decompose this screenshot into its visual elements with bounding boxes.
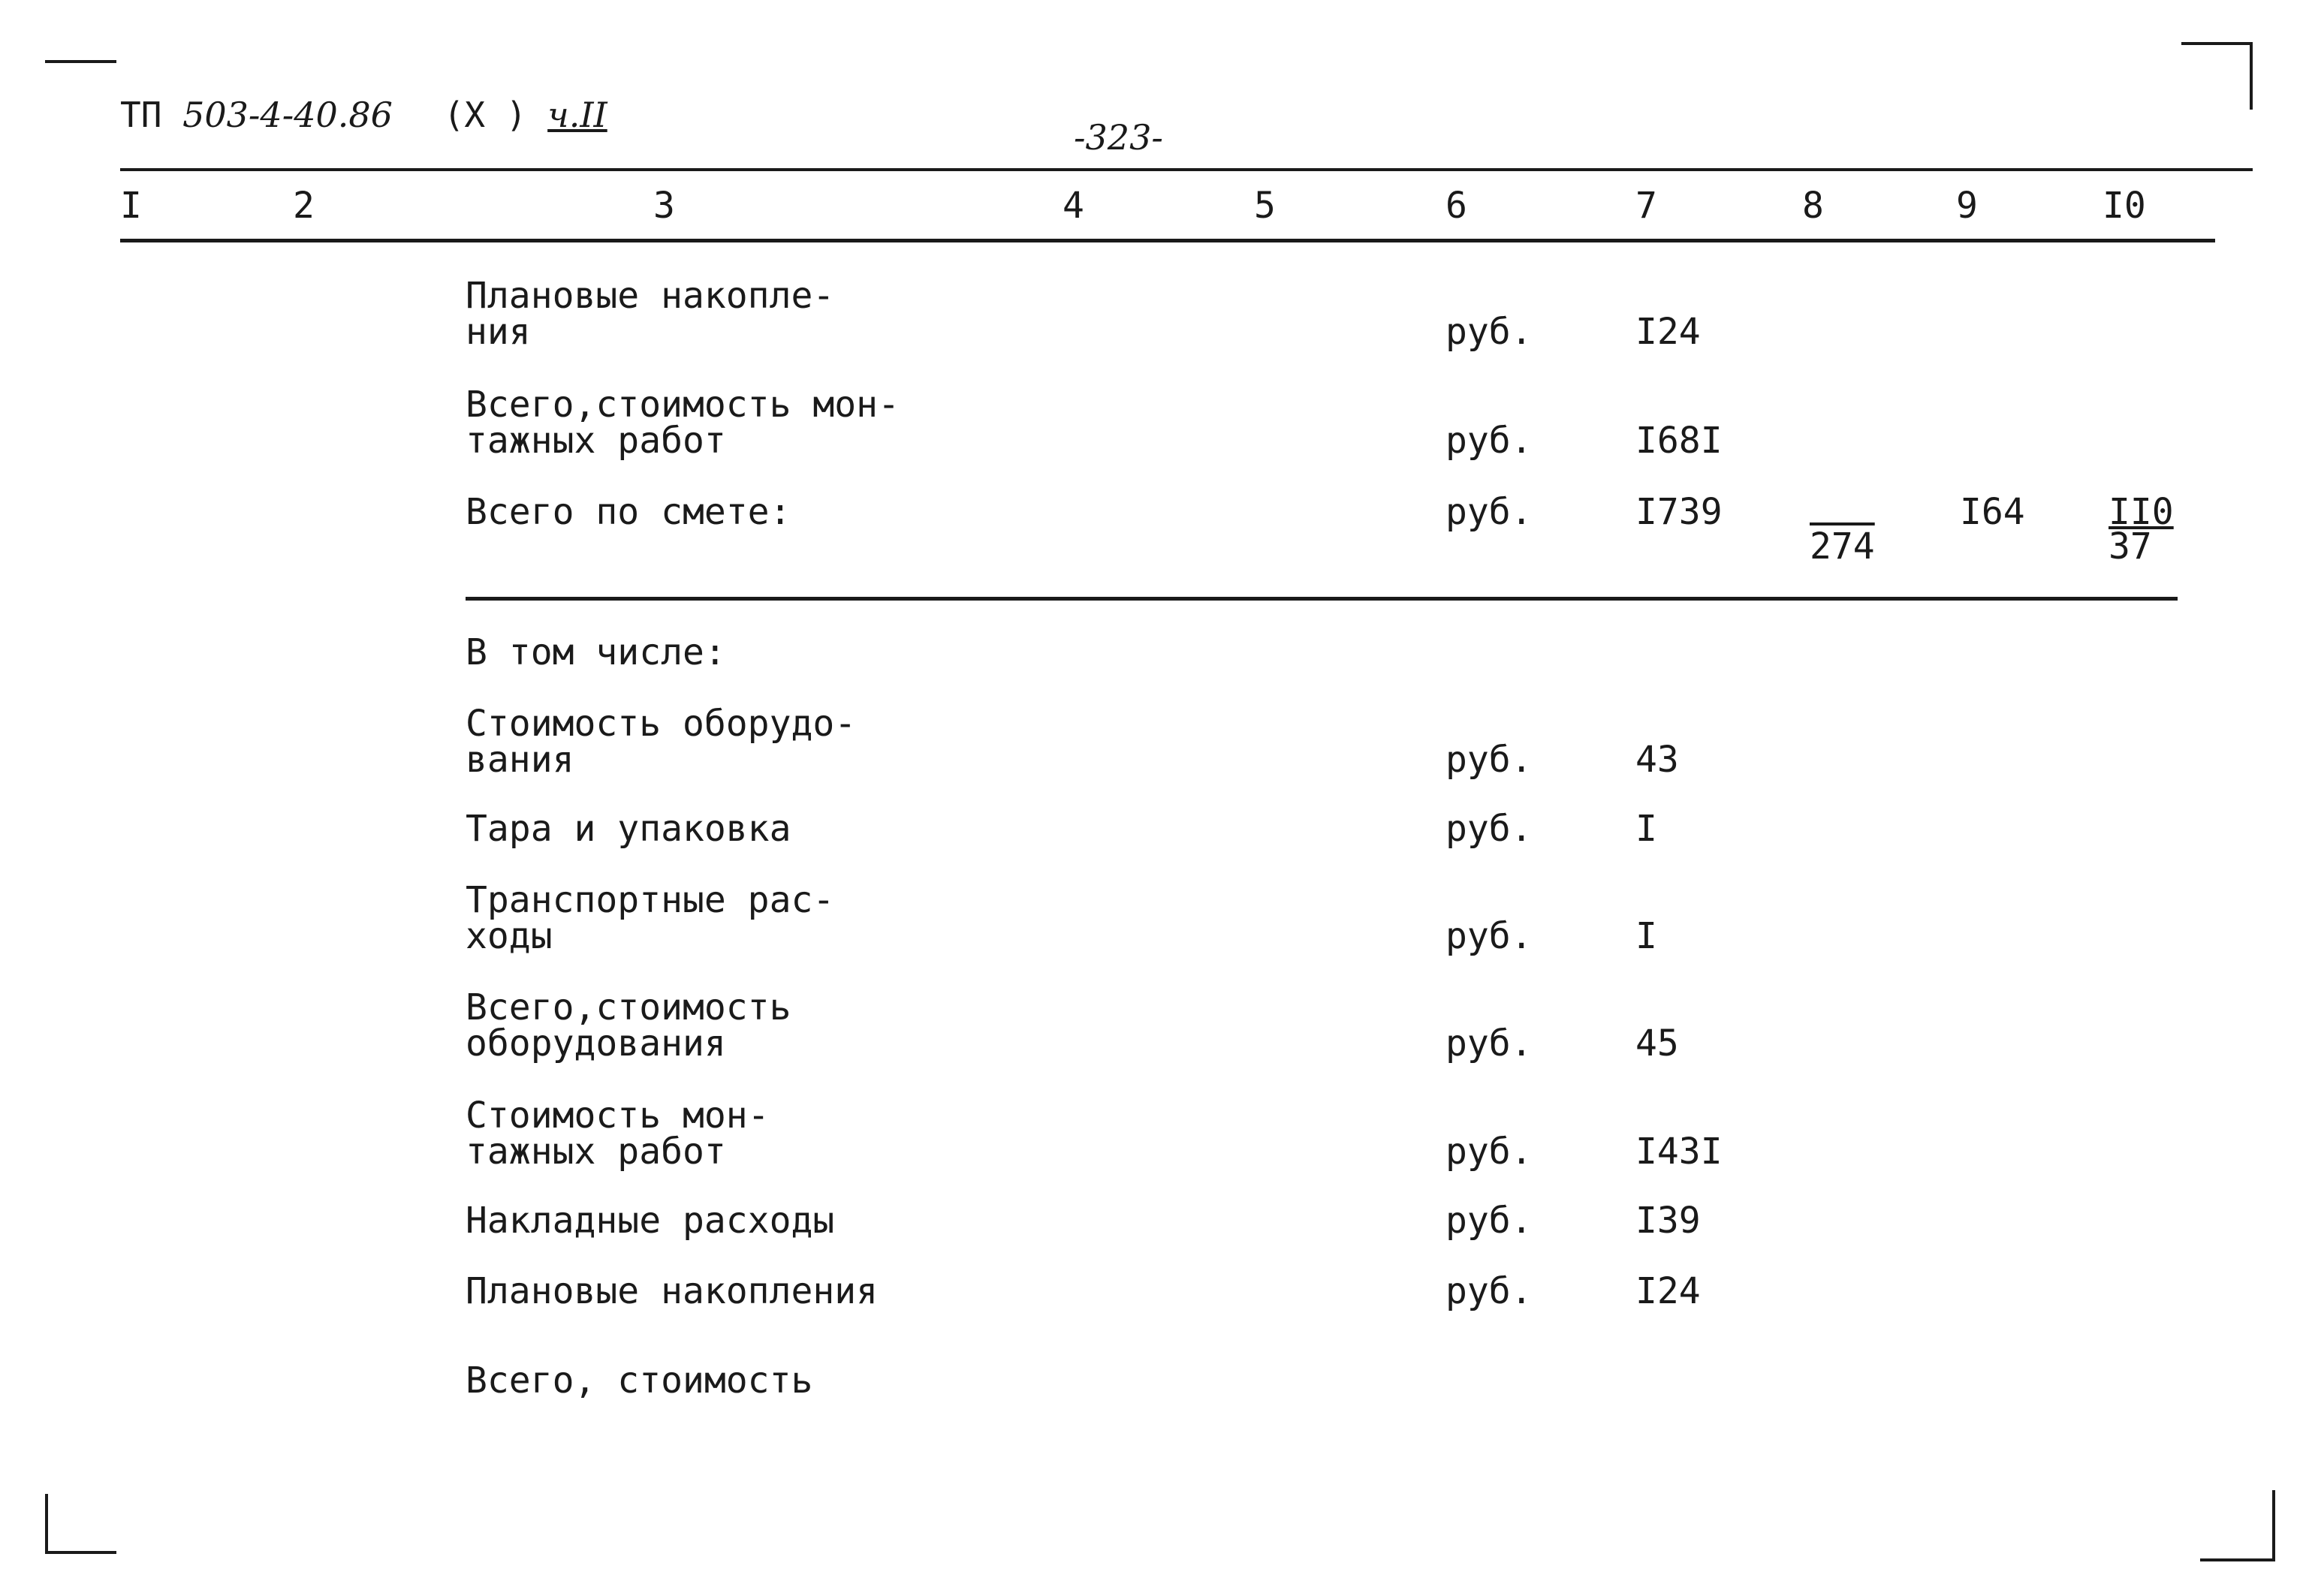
row-unit-install-cost: руб. (1445, 1131, 1533, 1173)
corner-mark-top-left (45, 60, 116, 63)
row-value-total-install-cost-1: I68I (1635, 420, 1723, 462)
row-label-install-cost: Стоимость мон- тажных работ (466, 1095, 770, 1173)
row-label-planned-savings-1: Плановые накопле- ния (466, 275, 835, 353)
row-unit-packaging: руб. (1445, 808, 1533, 850)
row-unit-overhead: руб. (1445, 1200, 1533, 1242)
corner-mark-top-right-v (2250, 42, 2253, 110)
column-number-3: 3 (653, 185, 675, 227)
corner-mark-bottom-left-v (45, 1494, 48, 1554)
row-label-total-equipment: Всего,стоимость оборудования (466, 986, 791, 1065)
column-number-7: 7 (1635, 185, 1657, 227)
column-number-6: 6 (1445, 185, 1467, 227)
including-heading: В том числе: (466, 631, 726, 673)
section-divider-rule (466, 597, 2178, 601)
estimate-total-col9: I64 (1960, 491, 2025, 533)
row-unit-planned-savings-1: руб. (1445, 311, 1533, 353)
row-label-transport: Транспортные рас- ходы (466, 879, 835, 957)
row-value-transport: I (1635, 915, 1657, 957)
row-value-estimate-total: I739 (1635, 491, 1723, 533)
page-number: -323- (1074, 117, 1163, 158)
estimate-total-col8: 274 (1810, 525, 1875, 568)
row-label-equipment-cost: Стоимость оборудо- вания (466, 703, 857, 781)
column-number-10: I0 (2103, 185, 2146, 227)
table-top-rule (120, 168, 2253, 171)
corner-mark-top-right-h (2181, 42, 2253, 45)
header-bottom-rule (120, 239, 2215, 242)
row-value-packaging: I (1635, 808, 1657, 850)
column-number-9: 9 (1956, 185, 1978, 227)
row-label-packaging: Тара и упаковка (466, 808, 791, 850)
corner-mark-bottom-left-h (45, 1551, 116, 1554)
row-unit-estimate-total: руб. (1445, 491, 1533, 533)
row-label-planned-savings-2: Плановые накопления (466, 1270, 879, 1312)
column-number-2: 2 (293, 185, 315, 227)
column-number-5: 5 (1254, 185, 1276, 227)
doc-code-section: (X ) (443, 95, 527, 135)
column-number-8: 8 (1802, 185, 1824, 227)
doc-code-prefix: ТП (120, 95, 183, 135)
row-unit-transport: руб. (1445, 915, 1533, 957)
row-value-overhead: I39 (1635, 1200, 1701, 1242)
corner-mark-bottom-right-v (2272, 1490, 2275, 1561)
corner-mark-bottom-right-h (2200, 1558, 2275, 1561)
row-value-equipment-cost: 43 (1635, 739, 1679, 781)
estimate-total-col10-top: II0 (2109, 491, 2174, 533)
document-code (120, 95, 607, 135)
row-label-total-cost-continued: Всего, стоимость (466, 1360, 813, 1402)
doc-code-number: 503-4-40.86 (182, 95, 393, 135)
estimate-total-col10-bottom: 37 (2109, 525, 2152, 568)
row-label-estimate-total: Всего по смете: (466, 491, 791, 533)
column-number-1: I (120, 185, 142, 227)
doc-code-part: ч.II (547, 95, 607, 135)
column-number-4: 4 (1063, 185, 1084, 227)
row-unit-total-equipment: руб. (1445, 1022, 1533, 1065)
row-label-overhead: Накладные расходы (466, 1200, 835, 1242)
row-label-total-install-cost-1: Всего,стоимость мон- тажных работ (466, 384, 900, 462)
row-value-install-cost: I43I (1635, 1131, 1723, 1173)
row-unit-total-install-cost-1: руб. (1445, 420, 1533, 462)
row-value-planned-savings-1: I24 (1635, 311, 1701, 353)
row-unit-equipment-cost: руб. (1445, 739, 1533, 781)
row-value-total-equipment: 45 (1635, 1022, 1679, 1065)
row-unit-planned-savings-2: руб. (1445, 1270, 1533, 1312)
row-value-planned-savings-2: I24 (1635, 1270, 1701, 1312)
